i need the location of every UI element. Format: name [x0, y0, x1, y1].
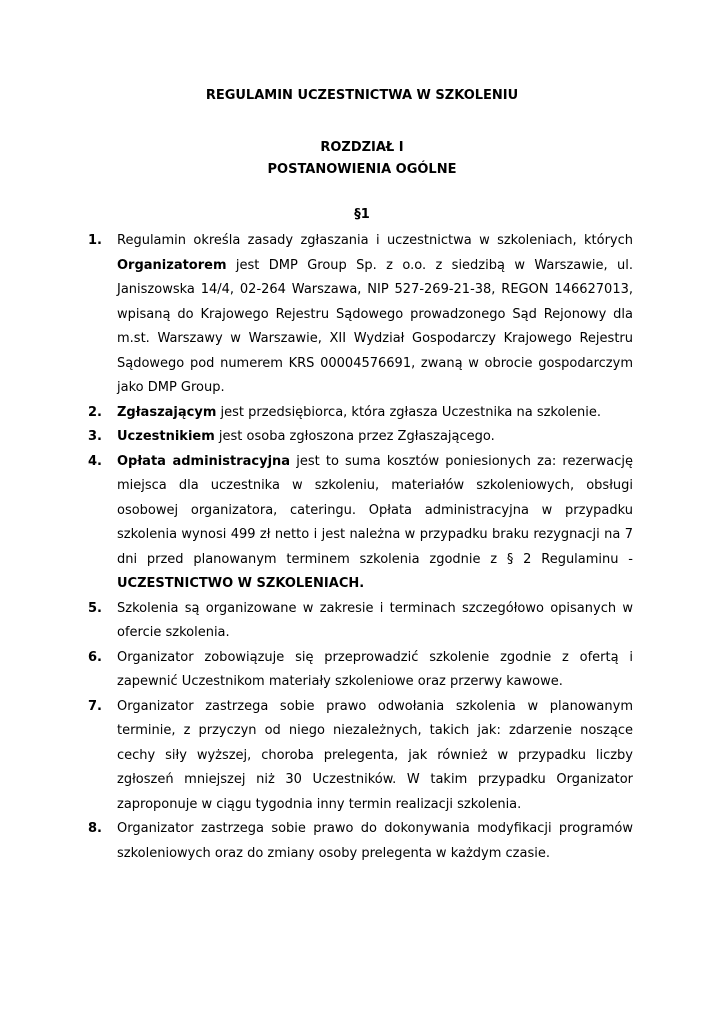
item-number: 3.: [88, 429, 102, 444]
item-term: Zgłaszającym: [117, 404, 217, 420]
regulation-list: [88, 229, 633, 866]
list-item: [88, 695, 633, 818]
item-text: Organizator zobowiązuje się przeprowadzić szkolenie zgodnie z ofertą i zapewnić Uczestnikom materiały szkoleniowe oraz przerwy kawowe.: [117, 649, 633, 689]
item-text: Szkolenia są organizowane w zakresie i terminach szczegółowo opisanych w ofercie szkolenia.: [117, 600, 633, 640]
item-number: 2.: [88, 404, 102, 420]
item-text: jest przedsiębiorca, która zgłasza Uczestnika na szkolenie.: [216, 404, 602, 420]
item-number: 1.: [88, 233, 102, 248]
item-text: Organizator zastrzega sobie prawo odwołania szkolenia w planowanym terminie, z przyczyn od niego niezależnych, takich jak: zdarzenie noszące cechy siły wyższej, choroba prelegenta, jak również w przypadku liczby zgłoszeń mniejszej niż 30 Uczestników. W takim przypadku Organizator zaproponuje w ciągu tygodnia inny termin realizacji szkolenia.: [117, 698, 633, 812]
item-text: Organizator zastrzega sobie prawo do dokonywania modyfikacji programów szkoleniowych oraz do zmiany osoby prelegenta w każdym czasie.: [117, 821, 633, 861]
list-item: [88, 425, 633, 450]
item-number: 8.: [88, 821, 102, 836]
item-term: Organizatorem: [117, 257, 227, 273]
item-text: jest osoba zgłoszona przez Zgłaszającego.: [214, 429, 495, 444]
section-number: §1: [354, 207, 370, 222]
chapter-title: POSTANOWIENIA OGÓLNE: [267, 162, 457, 177]
item-text: jest to suma kosztów poniesionych za: rezerwację miejsca dla uczestnika w szkoleniu, materiałów szkoleniowych, obsługi osobowej organizatora, cateringu. Opłata administracyjna w przypadku szkolenia wynosi 499 zł netto i jest należna w przypadku braku rezygnacji na 7 dni przed planowanym terminem szkolenia zgodnie z § 2 Regulaminu -: [117, 453, 634, 567]
item-term: Opłata administracyjna: [117, 453, 291, 469]
item-number: 5.: [88, 600, 102, 616]
list-item: [88, 401, 633, 426]
list-item: [88, 450, 633, 597]
document-title: REGULAMIN UCZESTNICTWA W SZKOLENIU: [205, 88, 519, 103]
item-number: 4.: [88, 453, 102, 469]
list-item: [88, 646, 633, 695]
item-text: jest DMP Group Sp. z o.o. z siedzibą w Warszawie, ul. Janiszowska 14/4, 02-264 Warszawa, NIP 527-269-21-38, REGON 146627013, wpisaną do Krajowego Rejestru Sądowego prowadzonego Sąd Rejonowy dla m.st. Warszawy w Warszawie, XII Wydział Gospodarczy Krajowego Rejestru Sądowego pod numerem KRS 00004576691, zwaną w obrocie gospodarczym jako DMP Group.: [117, 257, 633, 395]
list-item: [88, 817, 633, 866]
item-number: 6.: [88, 649, 102, 665]
list-item: [88, 229, 633, 401]
chapter-label: ROZDZIAŁ I: [320, 140, 404, 155]
item-term: Uczestnikiem: [117, 429, 215, 444]
item-reference: UCZESTNICTWO W SZKOLENIACH.: [117, 576, 365, 591]
item-number: 7.: [88, 698, 102, 714]
item-text: Regulamin określa zasady zgłaszania i uczestnictwa w szkoleniach, których: [117, 233, 633, 248]
list-item: [88, 597, 633, 646]
chapter-heading: [0, 137, 724, 181]
